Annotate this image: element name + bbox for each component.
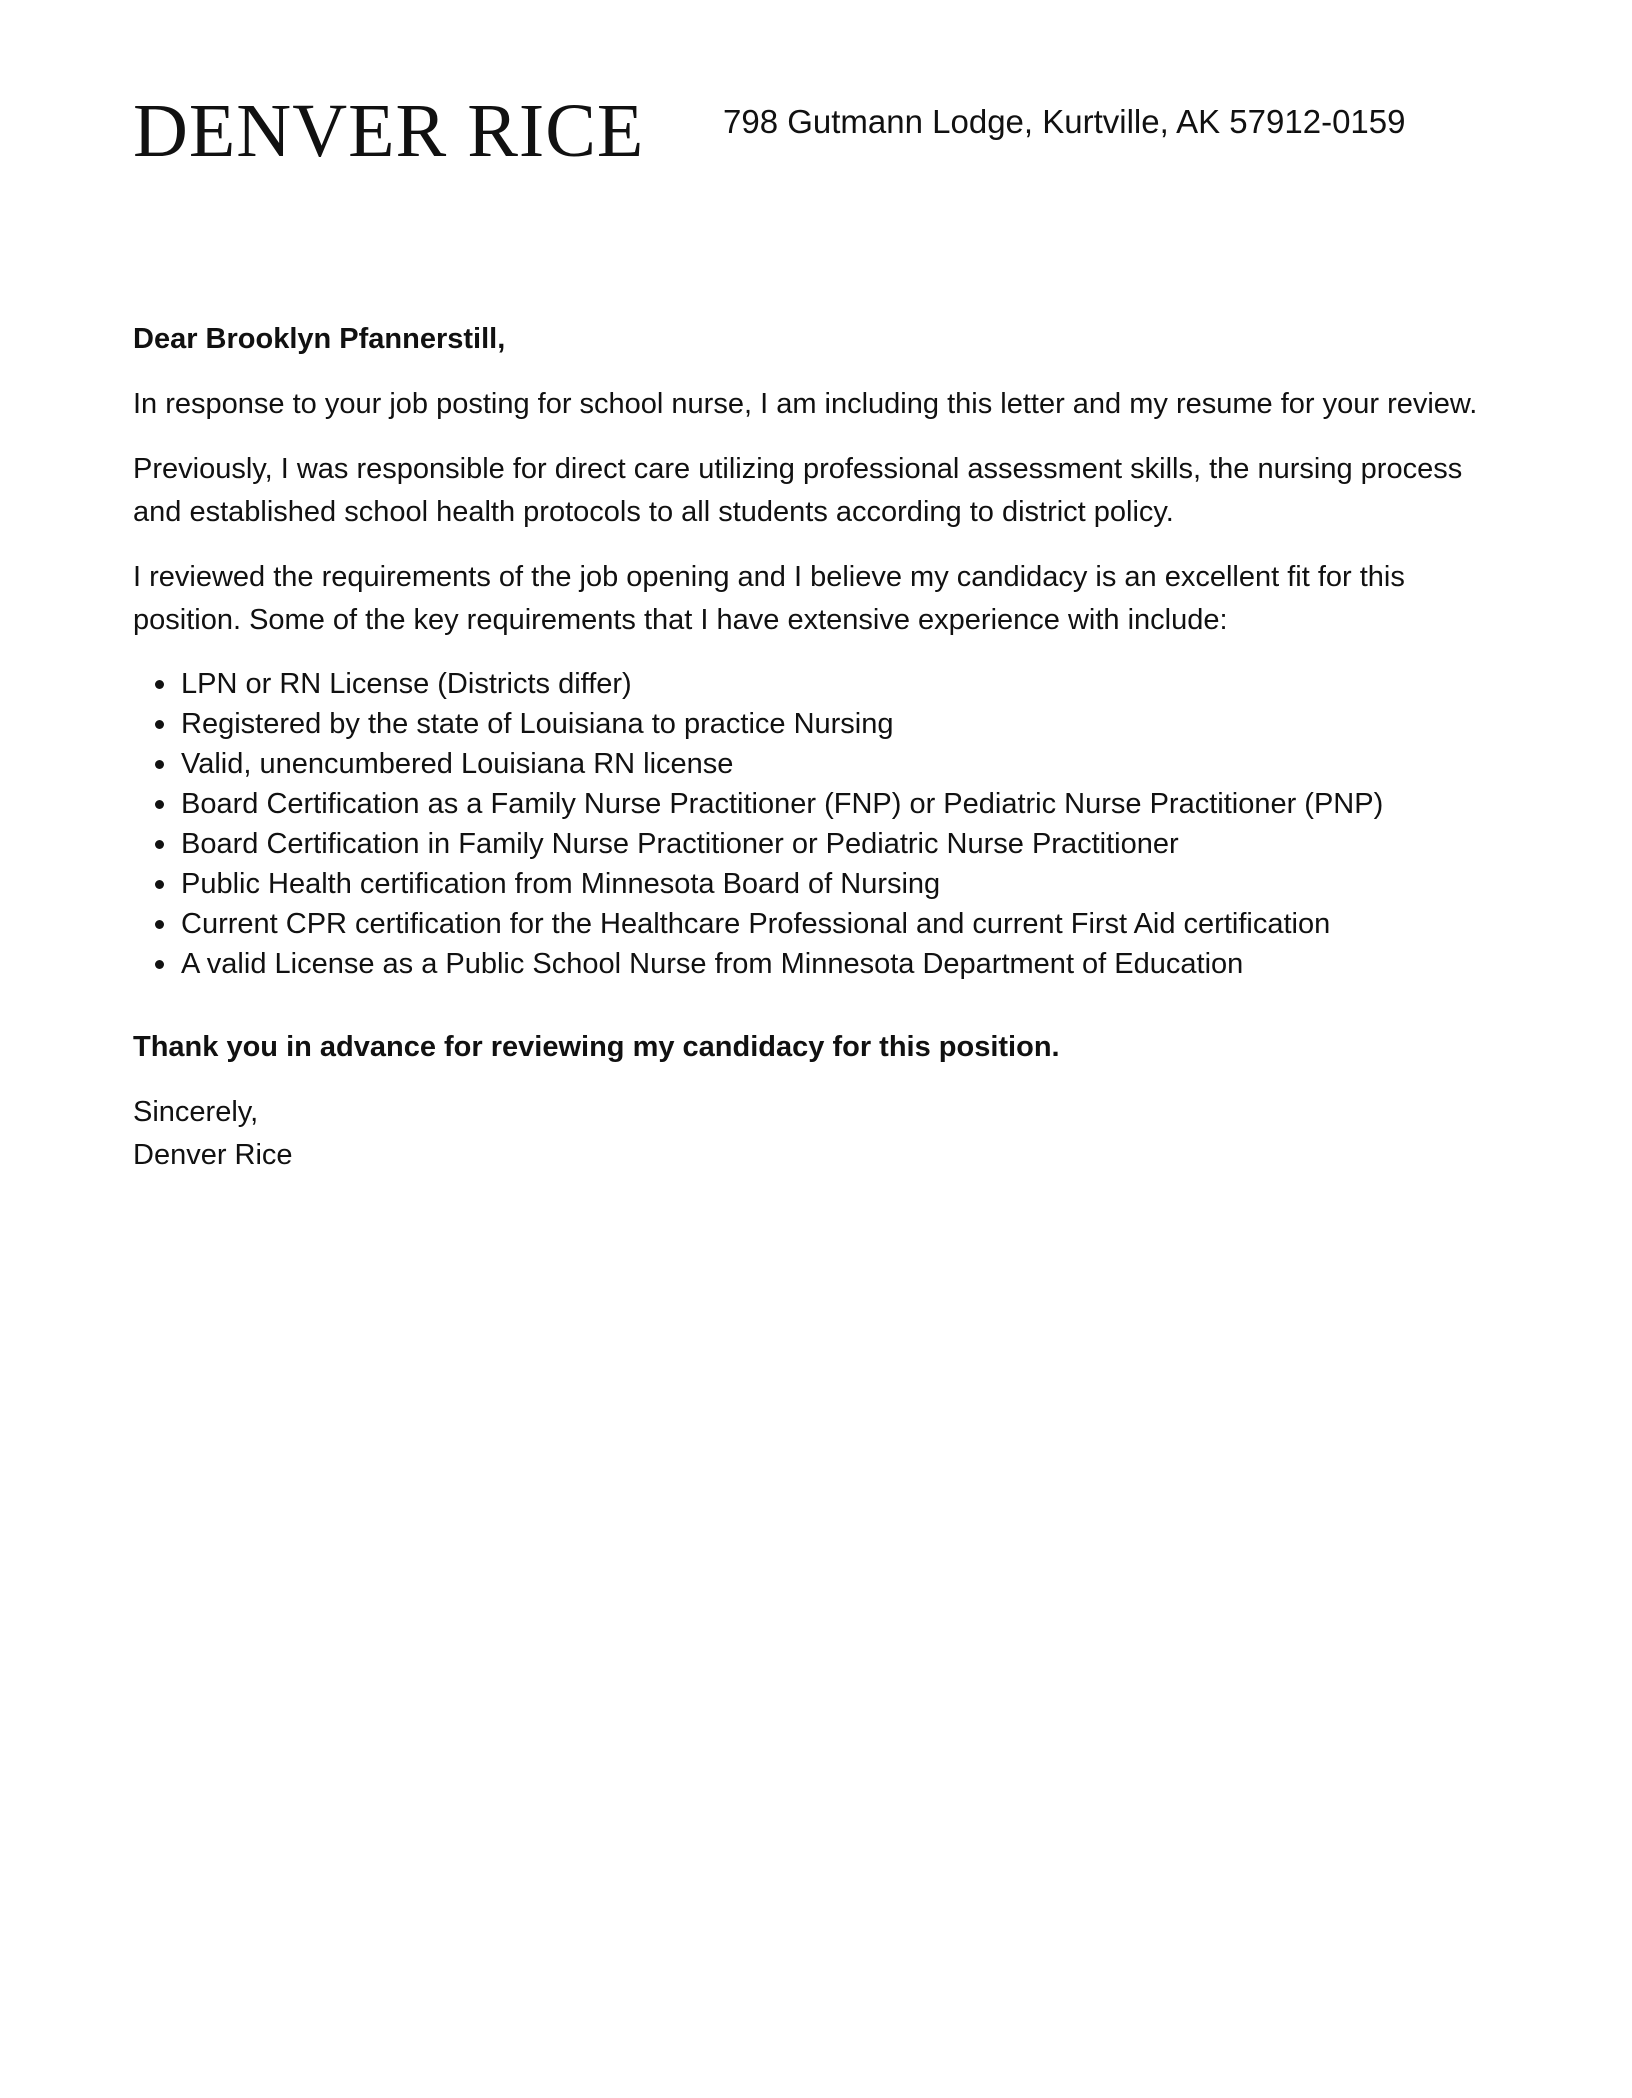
list-item-text: Board Certification as a Family Nurse Practitioner (FNP) or Pediatric Nurse Practitioner (PNP) [181,788,1384,820]
requirements-list [133,664,1503,984]
list-item [133,904,1503,944]
bullet-icon [155,720,164,729]
sender-address: 798 Gutmann Lodge, Kurtville, AK 57912-0159 [723,103,1406,140]
list-item [133,864,1503,904]
list-item [133,744,1503,784]
bullet-icon [155,960,164,969]
list-item-text: Board Certification in Family Nurse Practitioner or Pediatric Nurse Practitioner [181,828,1179,860]
experience-paragraph: Previously, I was responsible for direct care utilizing professional assessment skills, the nursing process and established school health protocols to all students according to district policy. [133,453,1463,528]
salutation: Dear Brooklyn Pfannerstill, [133,323,506,355]
list-item [133,784,1503,824]
signature-name: Denver Rice [133,1139,293,1171]
bullet-icon [155,920,164,929]
bullet-icon [155,760,164,769]
list-item-text: LPN or RN License (Districts differ) [181,668,632,700]
list-item [133,664,1503,704]
list-item-text: Current CPR certification for the Healthcare Professional and current First Aid certification [181,908,1331,940]
list-item-text: Public Health certification from Minnesota Board of Nursing [181,868,941,900]
list-item [133,944,1503,984]
bullet-icon [155,880,164,889]
sender-name: DENVER RICE [133,89,645,173]
list-item-text: Valid, unencumbered Louisiana RN license [181,748,734,780]
closing-statement: Thank you in advance for reviewing my candidacy for this position. [133,1031,1060,1063]
requirements-intro-paragraph: I reviewed the requirements of the job opening and I believe my candidacy is an excellent fit for this position. Some of the key requirements that I have extensive experience with include: [133,561,1405,636]
letter-header [133,86,1513,176]
bullet-icon [155,800,164,809]
bullet-icon [155,840,164,849]
intro-paragraph: In response to your job posting for school nurse, I am including this letter and my resume for your review. [133,388,1478,420]
list-item [133,704,1503,744]
bullet-icon [155,680,164,689]
list-item [133,824,1503,864]
list-item-text: Registered by the state of Louisiana to practice Nursing [181,708,894,740]
signoff: Sincerely, [133,1096,259,1128]
list-item-text: A valid License as a Public School Nurse from Minnesota Department of Education [181,948,1244,980]
letter-body [133,318,1503,1177]
